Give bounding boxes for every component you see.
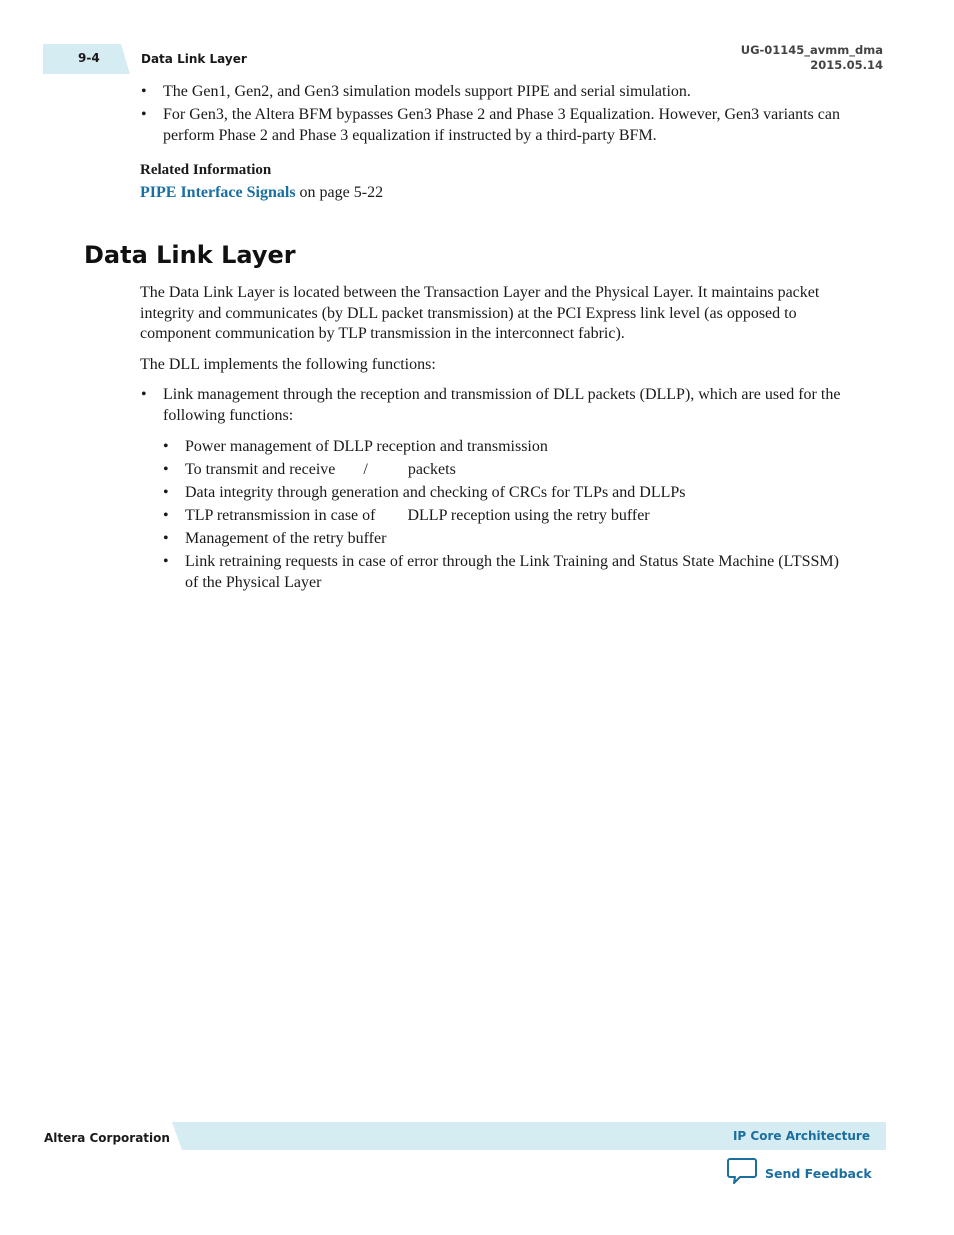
speech-bubble-icon (727, 1157, 757, 1189)
section-paragraph: The DLL implements the following functions: (140, 356, 436, 373)
list-item: • TLP retransmission in case of DLLP reception using the retry buffer (163, 506, 843, 527)
header-section-title: Data Link Layer (141, 52, 247, 66)
list-item: • Management of the retry buffer (163, 529, 843, 550)
section-heading: Data Link Layer (84, 241, 296, 269)
doc-id-text: UG-01145_avmm_dma (740, 43, 883, 57)
related-link-suffix: on page 5-22 (295, 184, 384, 201)
list-item: • Data integrity through generation and checking of CRCs for TLPs and DLLPs (163, 483, 843, 504)
send-feedback-label: Send Feedback (765, 1165, 872, 1181)
pipe-interface-signals-link[interactable]: PIPE Interface Signals (140, 184, 296, 201)
intro-bullet-list (141, 82, 871, 149)
functions-bullet-list (141, 385, 871, 429)
list-item: • Power management of DLLP reception and transmission (163, 437, 843, 458)
section-paragraph: The Data Link Layer is located between the Transaction Layer and the Physical Layer. It maintains packet integrity and communicates (by DLL packet transmission) at the PCI Express link level (as opposed to component communication by TLP transmission in the interconnect fabric). (140, 284, 820, 342)
page-number: 9-4 (78, 51, 100, 65)
footer-company: Altera Corporation (44, 1131, 170, 1145)
footer-chapter: IP Core Architecture (732, 1129, 870, 1143)
list-item: • Link retraining requests in case of error through the Link Training and Status State Machine (LTSSM) of the Physical Layer (163, 552, 843, 593)
send-feedback-button[interactable] (727, 1157, 872, 1189)
functions-sub-list (163, 437, 843, 596)
list-item: • The Gen1, Gen2, and Gen3 simulation models support PIPE and serial simulation. (141, 82, 871, 103)
list-item: • For Gen3, the Altera BFM bypasses Gen3 Phase 2 and Phase 3 Equalization. However, Gen3 variants can perform Phase 2 and Phase 3 equalization if instructed by a third-party BFM. (141, 105, 871, 146)
related-info-heading: Related Information (140, 162, 272, 178)
list-item: • Link management through the reception and transmission of DLL packets (DLLP), which are used for the following functions: (141, 385, 871, 426)
doc-date: 2015.05.14 (810, 58, 883, 72)
list-item: • To transmit and receive / packets (163, 460, 843, 481)
related-info-line (140, 184, 383, 202)
document-id (741, 43, 883, 73)
